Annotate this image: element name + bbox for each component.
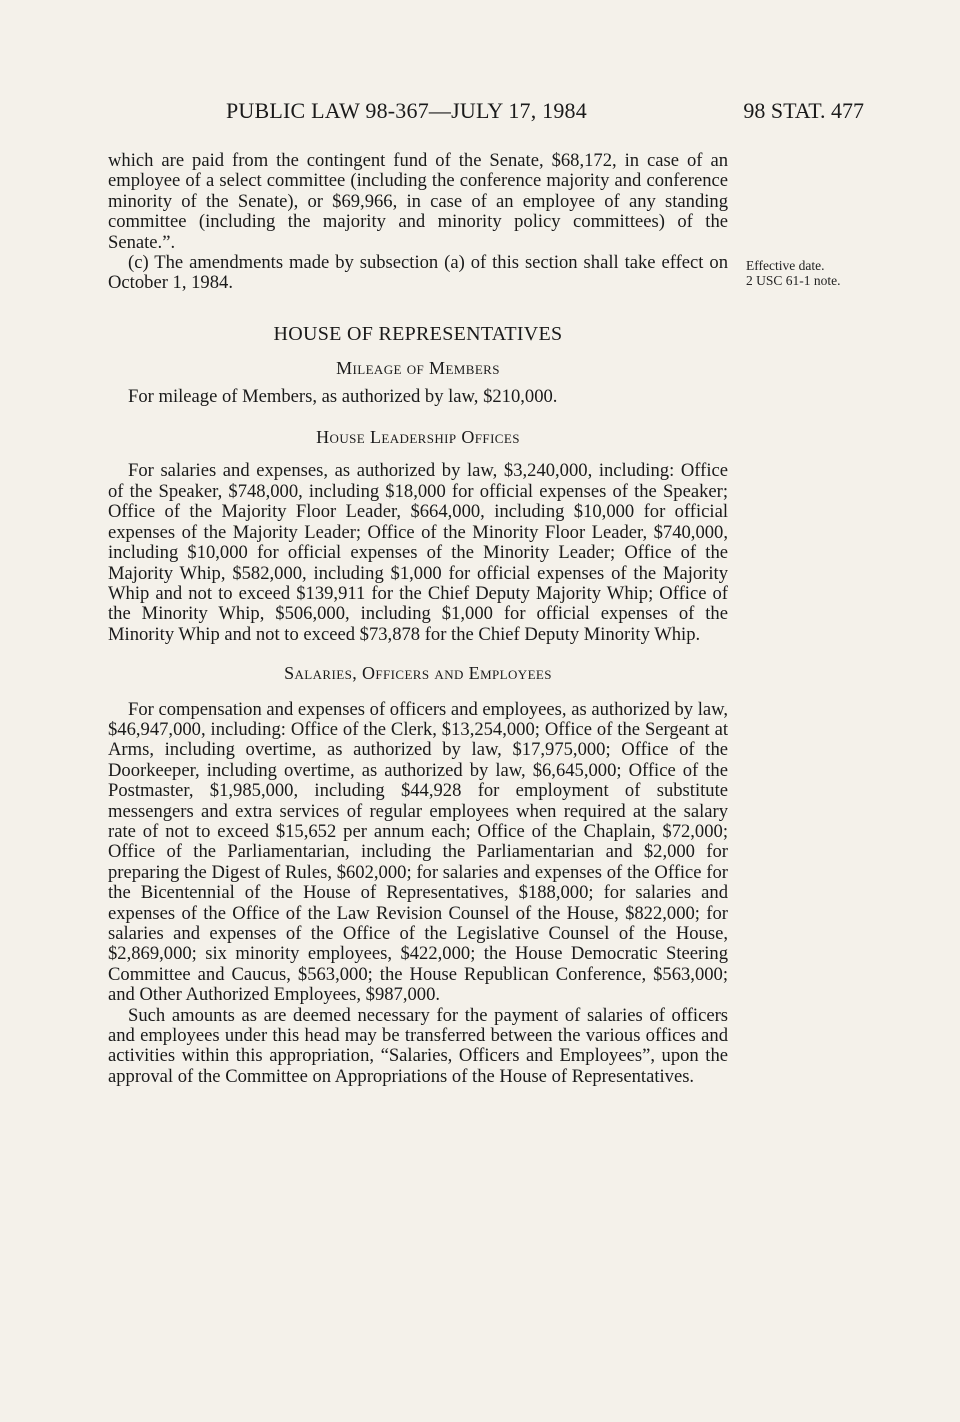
heading-mileage-of-members: Mileage of Members	[336, 358, 500, 379]
heading-house-leadership-offices: House Leadership Offices	[316, 427, 520, 448]
body-text	[108, 151, 728, 1087]
margin-note-effective-date: Effective date.	[746, 258, 825, 273]
page-header	[108, 98, 864, 128]
paragraph-mileage: For mileage of Members, as authorized by law, $210,000.	[128, 385, 558, 407]
paragraph-leadership: For salaries and expenses, as authorized by law, $3,240,000, including: Office of the Speaker, $748,000, including $18,000 for official expenses of the Speaker; Office of the Majority Floor Leader, $664,000, including $10,000 for official expenses of the Majority Leader; Office of the Minority Floor Leader, $740,000, including $10,000 for official expenses of the Minority Leader; Office of the Majority Whip, $582,000, including $1,000 for official expenses of the Majority Whip and not to exceed $139,911 for the Chief Deputy Majority Whip; Office of the Minority Whip, $506,000, including $1,000 for official expenses of the Minority Whip and not to exceed $73,878 for the Chief Deputy Minority Whip.	[108, 460, 728, 645]
header-stat-citation: 98 STAT. 477	[743, 98, 864, 123]
paragraph-salaries: For compensation and expenses of officers and employees, as authorized by law, $46,947,000, including: Office of the Clerk, $13,254,000; Office of the Sergeant at Arms, including overtime, as authorized by law, $17,975,000; Office of the Doorkeeper, including overtime, as authorized by law, $6,645,000; Office of the Postmaster, $1,985,000, including $44,928 for employment of substitute messengers and extra services of regular employees when required at the salary rate of not to exceed $15,652 per annum each; Office of the Chaplain, $72,000; Office of the Parliamentarian, including the Parliamentarian and $2,000 for preparing the Digest of Rules, $602,000; for salaries and expenses of the Office for the Bicentennial of the House of Representatives, $188,000; for salaries and expenses of the Office of the Law Revision Counsel of the House, $822,000; for salaries and expenses of the Office of the Legislative Counsel of the House, $2,869,000; six minority employees, $422,000; the House Democratic Steering Committee and Caucus, $563,000; the House Republican Conference, $563,000; and Other Authorized Employees, $987,000.	[108, 698, 728, 1006]
margin-note-usc-reference: 2 USC 61-1 note.	[746, 273, 841, 288]
heading-salaries-officers-employees: Salaries, Officers and Employees	[284, 663, 552, 684]
header-title: PUBLIC LAW 98-367—JULY 17, 1984	[226, 98, 587, 123]
paragraph-senate-continuation: which are paid from the contingent fund of the Senate, $68,172, in case of an employee of a select committee (including the conference majority and conference minority of the Senate), or $69,966, in case of an employee of any standing committee (including the majority and minority policy committees) of the Senate.”.	[108, 150, 728, 253]
paragraph-transfer: Such amounts as are deemed necessary for the payment of salaries of officers and employees under this head may be transferred between the various offices and activities within this appropriation, “Salaries, Officers and Employees”, upon the approval of the Committee on Appropriations of the House of Representatives.	[108, 1004, 728, 1087]
paragraph-effective-date: (c) The amendments made by subsection (a) of this section shall take effect on October 1, 1984.	[108, 252, 728, 294]
margin-note	[746, 258, 896, 288]
heading-house-of-representatives: HOUSE OF REPRESENTATIVES	[273, 322, 563, 345]
